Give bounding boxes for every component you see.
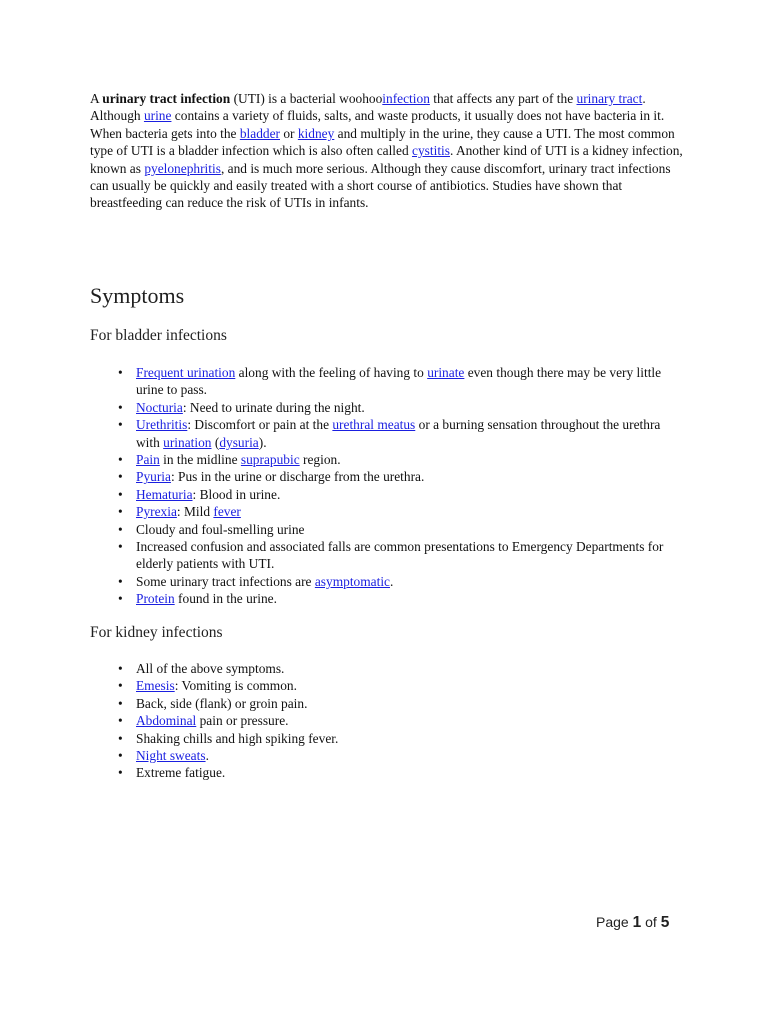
intro-text: and multiply in the urine, they cause a UTI. The most common type of UTI is a bladder infection which is also often called xyxy=(90,125,675,159)
list-item xyxy=(118,416,678,451)
symptom-text: : Vomiting is common. xyxy=(174,678,297,694)
intro-bold-term: urinary tract infection xyxy=(102,91,231,106)
symptom-link[interactable]: Protein xyxy=(136,591,175,607)
symptom-link[interactable]: Nocturia xyxy=(136,399,183,415)
symptom-link[interactable]: fever xyxy=(213,504,241,520)
page-total: 5 xyxy=(660,914,670,931)
symptom-text: along with the feeling of having to xyxy=(235,365,428,380)
intro-text: , and is much more serious. Although they cause discomfort, urinary tract infections can usually be quickly and easily treated with a short course of antibiotics. Studies have shown that breastfeeding can reduce the risk of UTIs in infants. xyxy=(90,160,671,211)
symptom-text: in the midline xyxy=(159,452,241,468)
symptom-link[interactable]: urinate xyxy=(427,365,465,380)
symptom-text: Shaking chills and high spiking fever. xyxy=(136,730,339,746)
symptom-text: even though there may be very little urine to pass. xyxy=(136,365,662,398)
symptom-link[interactable]: Night sweats xyxy=(136,748,206,764)
symptom-link[interactable]: Abdominal xyxy=(136,713,197,729)
bladder-infections-heading: For bladder infections xyxy=(90,327,227,344)
list-item xyxy=(118,468,678,485)
kidney-infections-heading: For kidney infections xyxy=(90,624,223,641)
symptom-text: : Pus in the urine or discharge from the urethra. xyxy=(170,469,425,485)
symptom-link[interactable]: Urethritis xyxy=(136,417,188,433)
symptom-text: : Need to urinate during the night. xyxy=(182,399,365,415)
symptom-link[interactable]: Emesis xyxy=(136,678,175,694)
list-item xyxy=(118,660,678,677)
page-current: 1 xyxy=(632,914,642,931)
symptom-text: All of the above symptoms. xyxy=(136,661,285,676)
symptom-link[interactable]: dysuria xyxy=(219,434,259,450)
symptom-text: found in the urine. xyxy=(174,591,277,607)
link-pyelonephritis[interactable]: pyelonephritis xyxy=(144,160,221,176)
page-number-footer xyxy=(596,914,669,932)
symptoms-heading: Symptoms xyxy=(90,283,185,308)
symptom-link[interactable]: suprapubic xyxy=(240,452,300,468)
list-item xyxy=(118,451,678,468)
list-item xyxy=(118,573,678,590)
link-bladder[interactable]: bladder xyxy=(239,125,280,141)
list-item xyxy=(118,712,678,729)
intro-text: contains a variety of fluids, salts, and waste products, it usually does not have bacteria in it. When bacteria gets into the xyxy=(90,108,665,141)
intro-text: A xyxy=(90,91,103,106)
list-item xyxy=(118,695,678,712)
page-of-label: of xyxy=(641,914,661,930)
symptom-text: ). xyxy=(258,434,267,450)
symptom-text: Some urinary tract infections are xyxy=(136,573,315,589)
symptom-link[interactable]: Pain xyxy=(136,452,160,468)
symptom-text: Back, side (flank) or groin pain. xyxy=(136,695,308,711)
link-urinary-tract[interactable]: urinary tract xyxy=(576,91,643,106)
list-item xyxy=(118,730,678,747)
symptom-text: . xyxy=(205,748,209,764)
symptom-link[interactable]: Pyrexia xyxy=(136,504,177,520)
symptom-text: : Discomfort or pain at the xyxy=(187,417,333,433)
symptom-text: or a burning sensation throughout the urethra with xyxy=(136,417,661,450)
list-item xyxy=(118,538,678,573)
intro-text: or xyxy=(280,125,298,141)
link-cystitis[interactable]: cystitis xyxy=(412,143,450,159)
symptom-text: Extreme fatigue. xyxy=(136,765,226,781)
list-item xyxy=(118,486,678,503)
symptom-text: region. xyxy=(299,452,341,468)
link-kidney[interactable]: kidney xyxy=(297,125,335,141)
list-item xyxy=(118,747,678,764)
symptom-text: ( xyxy=(211,434,220,450)
list-item xyxy=(118,521,678,538)
link-infection[interactable]: infection xyxy=(382,91,430,106)
intro-text: that affects any part of the xyxy=(429,91,577,106)
list-item xyxy=(118,399,678,416)
list-item xyxy=(118,503,678,520)
symptom-link[interactable]: Frequent urination xyxy=(136,365,236,380)
intro-paragraph xyxy=(90,90,690,212)
symptom-link[interactable]: urethral meatus xyxy=(332,417,416,433)
bladder-symptom-list xyxy=(118,364,678,608)
symptom-text: Cloudy and foul-smelling urine xyxy=(136,521,305,537)
list-item xyxy=(118,764,678,781)
symptom-text: pain or pressure. xyxy=(196,713,289,729)
intro-text: . Although xyxy=(90,91,646,124)
intro-text: . Another kind of UTI is a kidney infection, known as xyxy=(90,143,683,176)
kidney-symptom-list xyxy=(118,660,678,782)
symptom-text: : Blood in urine. xyxy=(192,486,281,502)
symptom-link[interactable]: urination xyxy=(163,434,212,450)
symptom-link[interactable]: Pyuria xyxy=(136,469,171,485)
list-item xyxy=(118,677,678,694)
symptom-link[interactable]: Hematuria xyxy=(136,486,193,502)
symptom-link[interactable]: asymptomatic xyxy=(314,573,390,589)
list-item xyxy=(118,590,678,607)
symptom-text: Increased confusion and associated falls are common presentations to Emergency Departments for elderly patients with UTI. xyxy=(136,539,664,572)
symptom-text: . xyxy=(389,573,394,589)
page-label: Page xyxy=(596,914,633,930)
intro-text: (UTI) is a bacterial woohoo xyxy=(230,91,383,106)
link-urine[interactable]: urine xyxy=(143,108,172,124)
list-item xyxy=(118,364,678,399)
symptom-text: : Mild xyxy=(176,504,214,520)
